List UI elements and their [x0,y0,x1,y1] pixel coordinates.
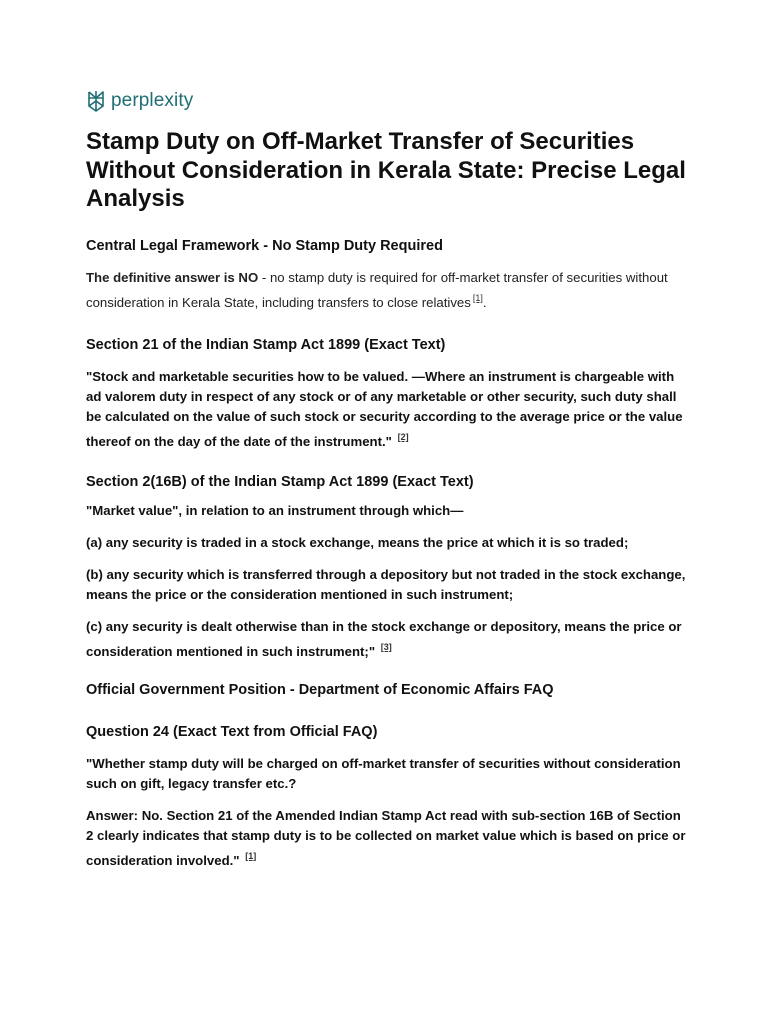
answer-paragraph [86,268,686,313]
answer-tail: . [482,295,487,310]
answer-text: - no stamp duty is required for off-market transfer of securities without consideration in Kerala State, including transfers to close relatives [86,270,668,310]
citation-link[interactable]: [1] [472,293,483,303]
market-value-clause-b: (b) any security which is transferred through a depository but not traded in the stock exchange, means the price or the consideration mentioned in such instrument; [86,567,686,602]
section-heading-government-position: Official Government Position - Department of Economic Affairs FAQ [86,682,554,698]
market-value-clause-c [86,617,686,662]
section-heading-section-21: Section 21 of the Indian Stamp Act 1899 (Exact Text) [86,337,446,353]
brand-logo[interactable] [86,89,193,113]
citation-link[interactable]: [1] [245,851,257,861]
document-body [86,236,686,871]
faq-answer-text: Answer: No. Section 21 of the Amended Indian Stamp Act read with sub-section 16B of Section 2 clearly indicates that stamp duty is to be collected on market value which is based on price or consideration involved." [86,808,686,868]
brand-name: perplexity [111,90,194,111]
section-21-quote-text: "Stock and marketable securities how to be valued. —Where an instrument is chargeable with ad valorem duty in respect of any stock or of any marketable or other security, such duty shall be calculated on the value of such stock or security according to the average price or the value thereof on the day of the date of the instrument." [86,369,683,449]
section-heading-section-2-16b: Section 2(16B) of the Indian Stamp Act 1899 (Exact Text) [86,474,474,490]
market-value-clause-c-text: (c) any security is dealt otherwise than in the stock exchange or depository, means the price or consideration mentioned in such instrument;" [86,619,682,659]
faq-question: "Whether stamp duty will be charged on off-market transfer of securities without consideration such on gift, legacy transfer etc.? [86,756,681,791]
citation-link[interactable]: [3] [380,642,392,652]
citation-link[interactable]: [2] [397,432,409,442]
document-title: Stamp Duty on Off-Market Transfer of Securities Without Consideration in Kerala State: Precise Legal Analysis [86,128,686,212]
section-heading-central-framework: Central Legal Framework - No Stamp Duty Required [86,238,443,254]
faq-answer [86,806,686,871]
market-value-intro: "Market value", in relation to an instrument through which— [86,503,464,518]
section-heading-question-24: Question 24 (Exact Text from Official FAQ) [86,724,378,740]
perplexity-logo-icon [86,89,106,113]
market-value-clause-a: (a) any security is traded in a stock exchange, means the price at which it is so traded; [86,535,629,550]
section-21-quote [86,367,686,452]
answer-lead: The definitive answer is NO [86,270,259,285]
